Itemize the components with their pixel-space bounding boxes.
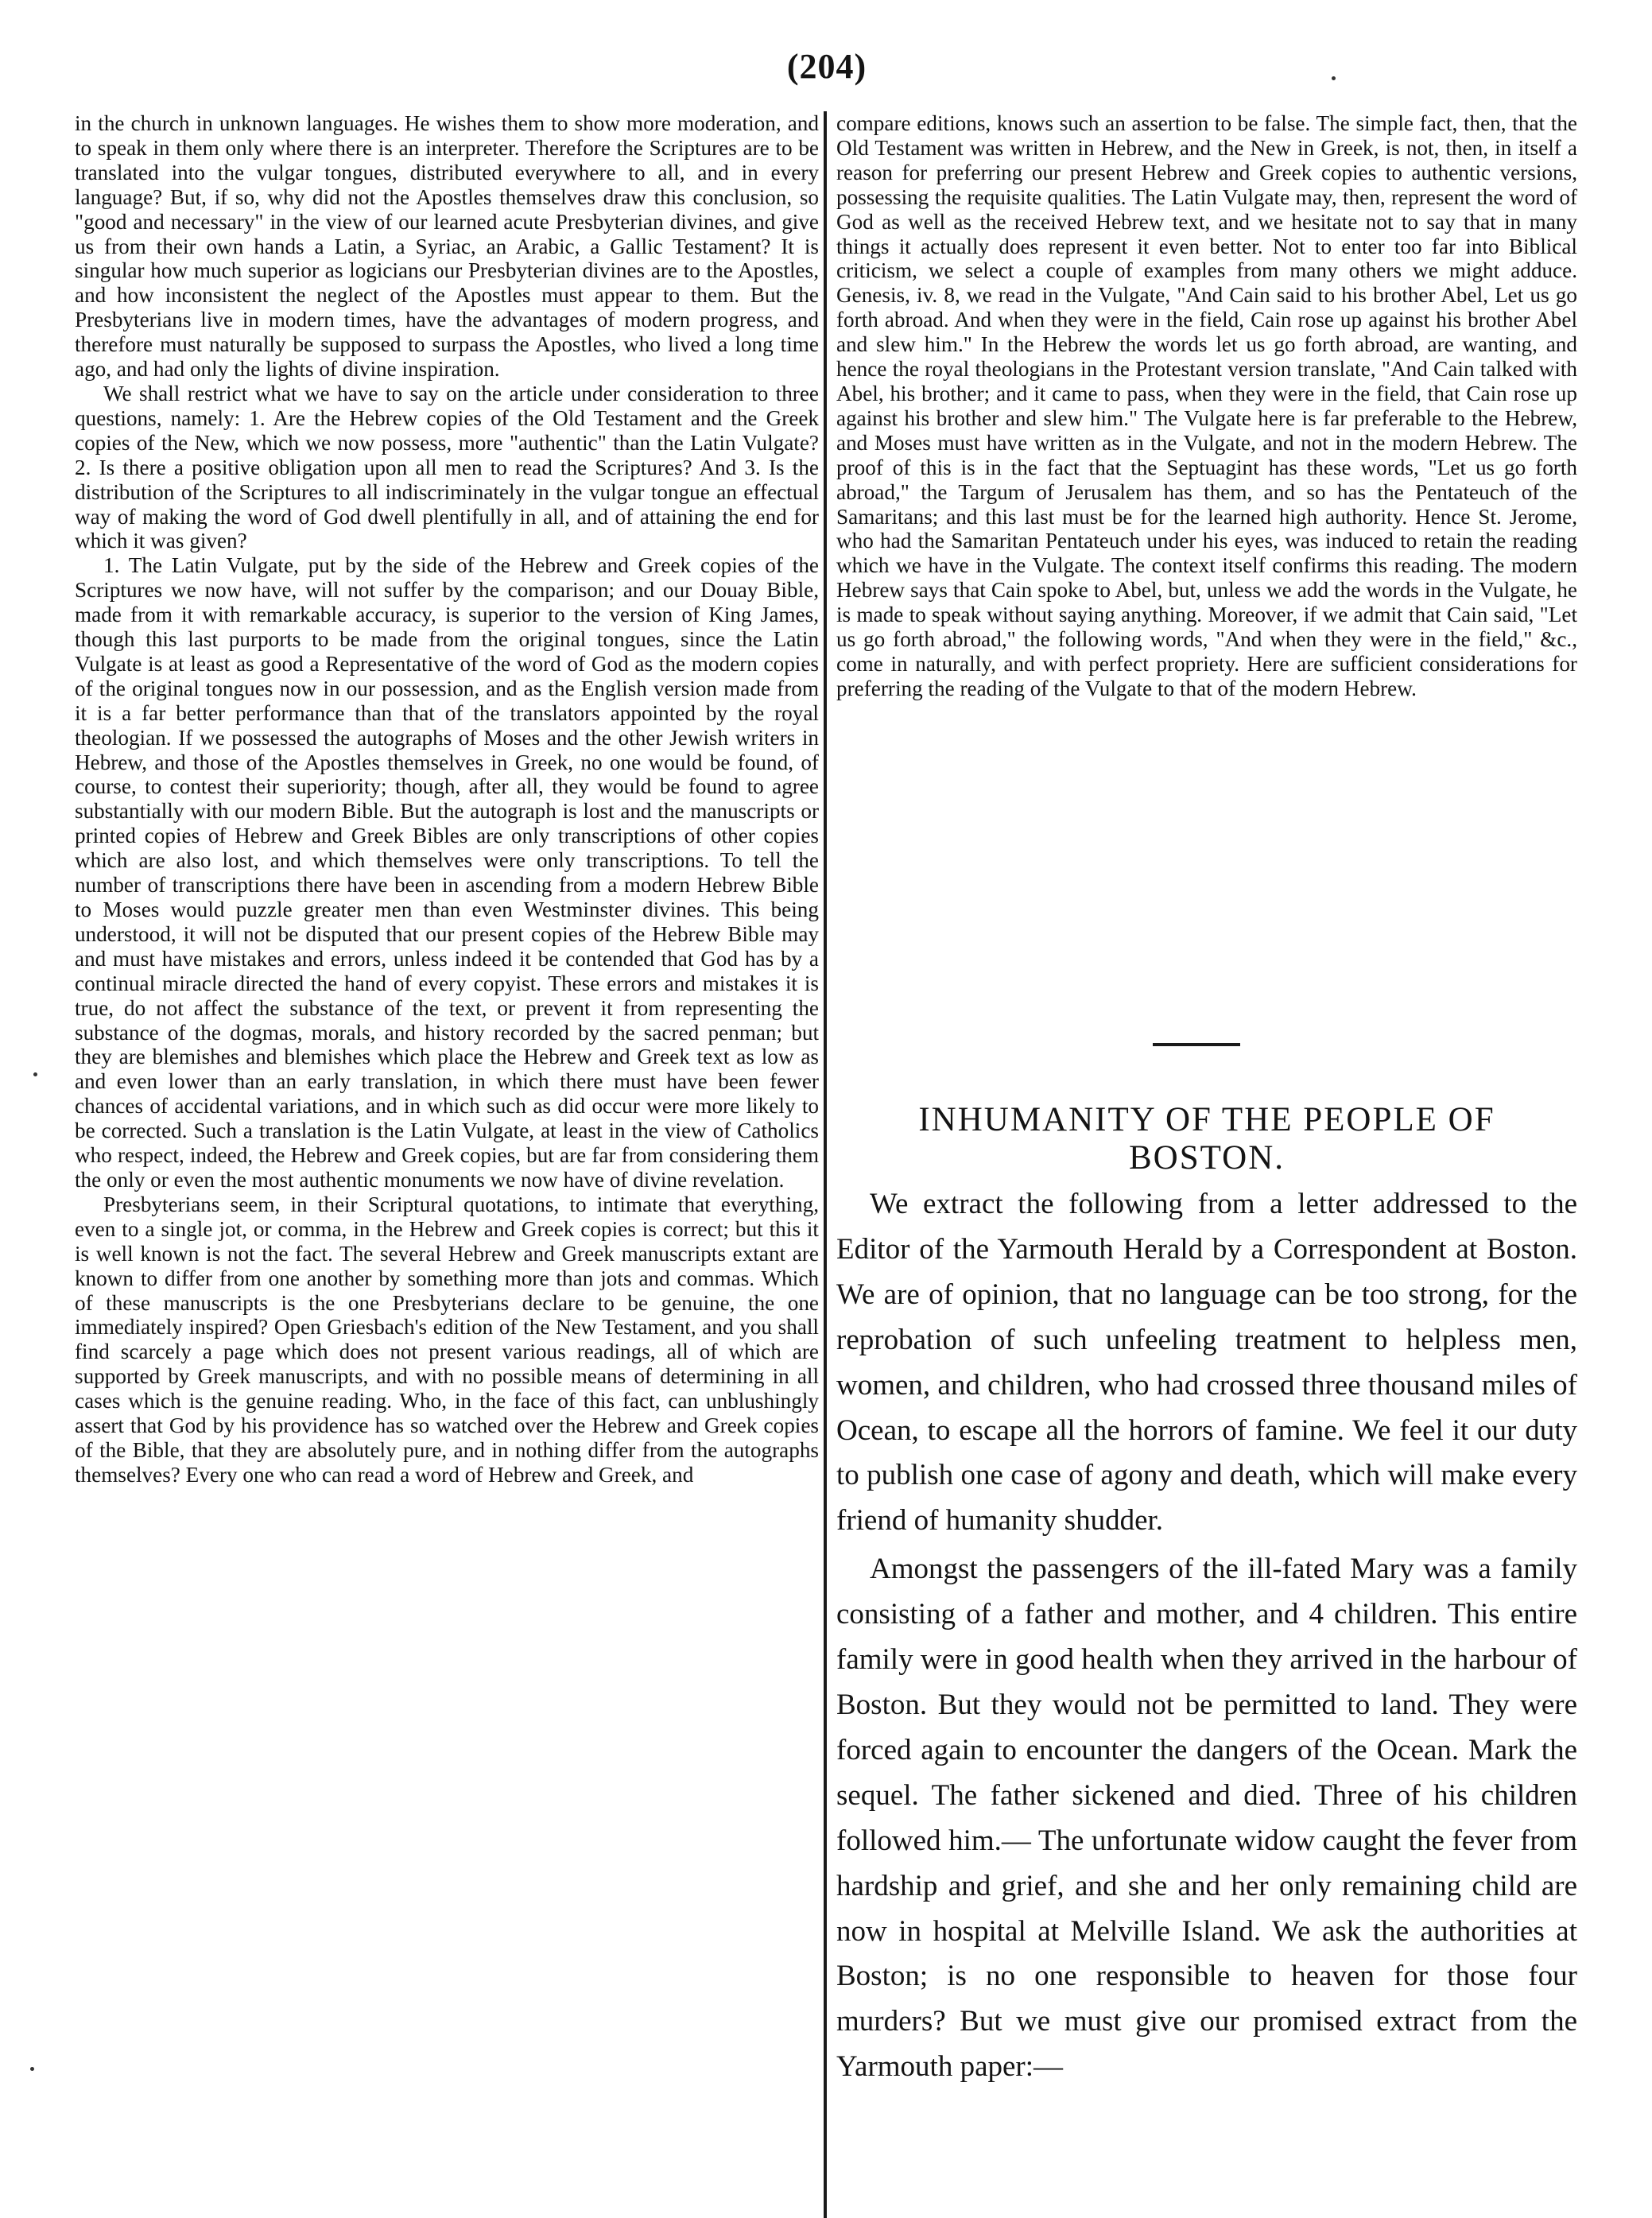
left-paragraph: We shall restrict what we have to say on the article under consideration to three questions, namely: 1. Are the Hebrew copies of the Old Testament and the Greek copies of the New, which we now possess, more "authentic" than the Latin Vulgate? 2. Is there a positive obligation upon all men to read the Scriptures? And 3. Is the distribution of the Scriptures to all indiscriminately in the vulgar tongue an effectual way of making the word of God dwell plentifully in all, and of attaining the end for which it was given? bbox=[75, 381, 819, 553]
column-divider bbox=[824, 111, 827, 2218]
left-paragraph: Presbyterians seem, in their Scriptural quotations, to intimate that everything, even to a single jot, or comma, in the Hebrew and Greek copies is correct; but this it is well known is not the fact. The several Hebrew and Greek manuscripts extant are known to differ from one another by something more than jots and commas. Which of these manuscripts is the one Presbyterians declare to be genuine, the one immediately inspired? Open Griesbach's edition of the New Testament, and you shall find scarcely a page which does not present various readings, all of which are supported by Greek manuscripts, and with no possible means of determining in all cases which is the genuine reading. Who, in the face of this fact, can unblushingly assert that God by his providence has so watched over the Hebrew and Greek copies of the Bible, that they are absolutely pure, and in nothing differ from the autographs themselves? Every one who can read a word of Hebrew and Greek, and bbox=[75, 1192, 819, 1487]
article-title bbox=[836, 1101, 1577, 1177]
article-paragraph: We extract the following from a letter addressed to the Editor of the Yarmouth Herald by a Correspondent at Boston. We are of opinion, that no language can be too strong, for the reprobation of such unfeeling treatment to helpless men, women, and children, who had crossed three thousand miles of Ocean, to escape all the horrors of famine. We feel it our duty to publish one case of agony and death, which will make every friend of humanity shudder. bbox=[836, 1188, 1577, 1537]
right-column bbox=[836, 111, 1577, 701]
article-separator-rule bbox=[1153, 1043, 1240, 1046]
continuation-paragraph: compare editions, knows such an assertion to be false. The simple fact, then, that the Old Testament was written in Hebrew, and the New in Greek, is not, then, in itself a reason for preferring our present Hebrew and Greek copies to authentic versions, possessing the requisite qualities. The Latin Vulgate may, then, represent the word of God as well as the received Hebrew text, and we hesitate not to say that in many things it actually does represent it even better. Not to enter too far into Biblical criticism, we select a couple of examples from many others we might adduce. Genesis, iv. 8, we read in the Vulgate, "And Cain said to his brother Abel, Let us go forth abroad. And when they were in the field, Cain rose up against his brother Abel and slew him." In the Hebrew the words let us go forth abroad, are wanting, and hence the royal theologians in the Protestant version translate, "And Cain talked with Abel, his brother; and it came to pass, when they were in the field, that Cain rose up against his brother and slew him." The Vulgate here is far preferable to the Hebrew, and Moses must have written as in the Vulgate, and not in the modern Hebrew. The proof of this is in the fact that the Septuagint has these words, "Let us go forth abroad," the Targum of Jerusalem has them, and so has the Pentateuch of the Samaritans; and this last must be for the learned high authority. Hence St. Jerome, who had the Samaritan Pentateuch under his eyes, was induced to retain the reading which we have in the Vulgate. The context itself confirms this reading. The modern Hebrew says that Cain spoke to Abel, but, unless we add the words in the Vulgate, he is made to speak without saying anything. Moreover, if we admit that Cain said, "Let us go forth abroad," the following words, "And when they were in the field," &c., come in naturally, and with perfect propriety. Here are sufficient considerations for preferring the reading of the Vulgate to that of the modern Hebrew. bbox=[836, 111, 1577, 700]
article-body bbox=[836, 1182, 1577, 2090]
right-column-continuation bbox=[836, 111, 1577, 701]
article-paragraph: Amongst the passengers of the ill-fated Mary was a family consisting of a father and mother, and 4 children. This entire family were in good health when they arrived in the harbour of Boston. But they would not be permitted to land. They were forced again to encounter the dangers of the Ocean. Mark the sequel. The father sickened and died. Three of his children followed him.— The unfortunate widow caught the fever from hardship and grief, and she and her only remaining child are now in hospital at Melville Island. We ask the authorities at Boston; is no one responsible to heaven for those four murders? But we must give our promised extract from the Yarmouth paper:— bbox=[836, 1553, 1577, 2084]
left-paragraph-continuation: in the church in unknown languages. He wishes them to show more moderation, and to speak in them only where there is an interpreter. Therefore the Scriptures are to be translated into the vulgar tongues, distributed everywhere to all, and in every language? But, if so, why did not the Apostles themselves draw this conclusion, so "good and necessary" in the view of our learned acute Presbyterian divines, and give us from their own hands a Latin, a Syriac, an Arabic, a Gallic Testament? It is singular how much superior as logicians our Presbyterian divines are to the Apostles, and how inconsistent the neglect of the Apostles must appear to them. But the Presbyterians live in modern times, have the advantages of modern progress, and therefore must naturally be supposed to surpass the Apostles, who lived a long time ago, and had only the lights of divine inspiration. bbox=[75, 111, 819, 382]
left-column bbox=[75, 111, 819, 1487]
margin-speck bbox=[33, 1072, 37, 1076]
margin-speck bbox=[30, 2067, 34, 2071]
article-title-line: INHUMANITY OF THE PEOPLE OF bbox=[918, 1101, 1495, 1138]
margin-speck bbox=[1332, 76, 1336, 80]
left-paragraph: 1. The Latin Vulgate, put by the side of the Hebrew and Greek copies of the Scriptures we now have, will not suffer by the comparison; and our Douay Bible, made from it with remarkable accuracy, is superior to the version of King James, though this last purports to be made from the original tongues, since the Latin Vulgate is at least as good a Representative of the word of God as the modern copies of the original tongues now in our possession, and as the English version made from it is a far better performance than that of the translators appointed by the royal theologian. If we possessed the autographs of Moses and the other Jewish writers in Hebrew, and those of the Apostles themselves in Greek, no one would be found, of course, to contest their superiority; though, after all, they would be found to agree substantially with our modern Bible. But the autograph is lost and the manuscripts or printed copies of Hebrew and Greek Bibles are only transcriptions of other copies which are also lost, and which themselves were only transcriptions. To tell the number of transcriptions there have been in ascending from a modern Hebrew Bible to Moses would puzzle greater men than even Westminster divines. This being understood, it will not be disputed that our present copies of the Hebrew Bible may and must have mistakes and errors, unless indeed it be contended that God has by a continual miracle directed the hand of every copyist. These errors and mistakes it is true, do not affect the substance of the text, or prevent it from representing the substance of the dogmas, morals, and history recorded by the sacred penman; but they are blemishes and blemishes which place the Hebrew and Greek text as low as and even lower than an early translation, in which there must have been fewer chances of accidental variations, and in which such as did occur were more likely to be corrected. Such a translation is the Latin Vulgate, at least in the view of Catholics who respect, indeed, the Hebrew and Greek copies, but are far from considering them the only or even the most authentic monuments we now have of divine revelation. bbox=[75, 553, 819, 1192]
article-title-line: BOSTON. bbox=[1129, 1139, 1285, 1177]
page-number: (204) bbox=[786, 47, 867, 86]
